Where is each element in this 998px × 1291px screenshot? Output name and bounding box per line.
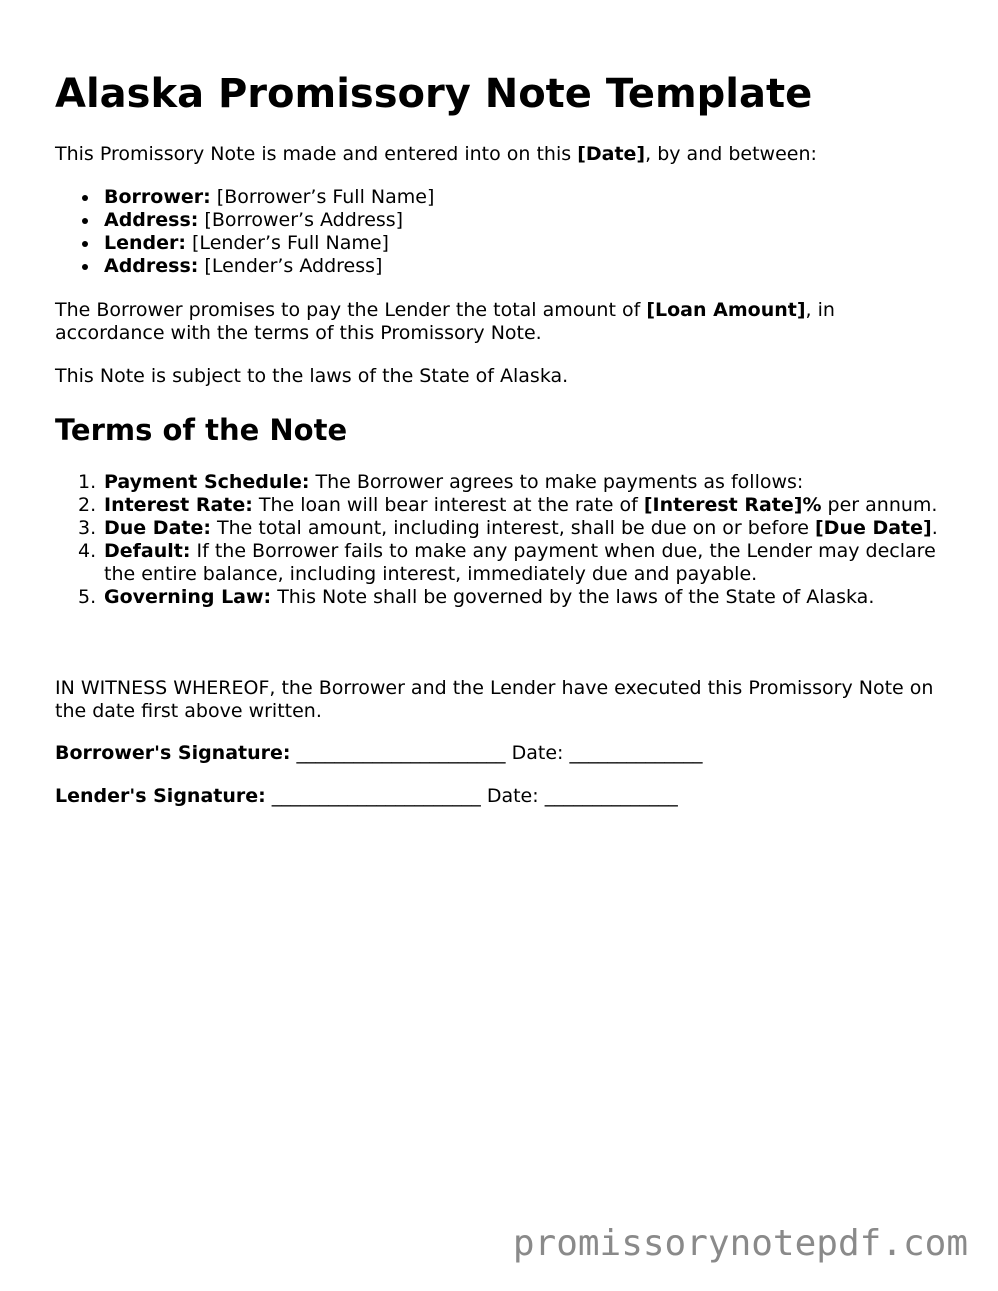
term-text: The Borrower agrees to make payments as follows: <box>309 471 804 493</box>
term-text: If the Borrower fails to make any payment when due, the Lender may declare the entire balance, including interest, immediately due and payable. <box>104 540 936 585</box>
promise-text-before: The Borrower promises to pay the Lender the total amount of <box>55 299 647 321</box>
party-value: [Borrower’s Full Name] <box>210 186 435 208</box>
term-label: Governing Law: <box>104 586 272 608</box>
term-label: Payment Schedule: <box>104 471 310 493</box>
list-item <box>55 471 945 494</box>
party-value: [Borrower’s Address] <box>198 209 404 231</box>
borrower-signature-line <box>55 742 702 765</box>
term-tail: . <box>931 517 938 539</box>
terms-heading: Terms of the Note <box>55 413 348 447</box>
signature-blank: ______________________ <box>290 742 512 764</box>
list-item <box>55 540 945 586</box>
term-label: Due Date: <box>104 517 211 539</box>
term-number: 5. <box>78 586 97 608</box>
term-tail: per annum. <box>821 494 938 516</box>
term-text: The loan will bear interest at the rate of <box>252 494 644 516</box>
party-value: [Lender’s Address] <box>198 255 383 277</box>
list-item <box>55 232 434 255</box>
intro-text-after: , by and between: <box>645 143 817 165</box>
promise-paragraph <box>55 299 945 345</box>
date-blank: ______________ <box>563 742 703 764</box>
due-date-placeholder: [Due Date] <box>814 517 932 539</box>
list-item <box>55 586 945 609</box>
party-label: Address: <box>104 209 199 231</box>
party-label: Borrower: <box>104 186 211 208</box>
intro-paragraph <box>55 143 945 166</box>
party-label: Address: <box>104 255 199 277</box>
parties-list <box>55 186 434 278</box>
party-value: [Lender’s Full Name] <box>185 232 389 254</box>
interest-rate-placeholder: [Interest Rate]% <box>643 494 822 516</box>
list-item <box>55 186 434 209</box>
term-text: The total amount, including interest, shall be due on or before <box>210 517 815 539</box>
signature-label: Borrower's Signature: <box>55 742 291 764</box>
list-item <box>55 209 434 232</box>
term-number: 4. <box>78 540 97 562</box>
term-label: Default: <box>104 540 191 562</box>
site-watermark: promissorynotepdf.com <box>512 1223 968 1264</box>
term-number: 3. <box>78 517 97 539</box>
intro-text-before: This Promissory Note is made and entered into on this <box>55 143 578 165</box>
signature-blank: ______________________ <box>265 785 487 807</box>
promise-text-after: , in accordance with the terms of this Promissory Note. <box>55 299 835 344</box>
term-number: 1. <box>78 471 97 493</box>
term-number: 2. <box>78 494 97 516</box>
term-text: This Note shall be governed by the laws of the State of Alaska. <box>271 586 875 608</box>
term-label: Interest Rate: <box>104 494 253 516</box>
list-item <box>55 517 945 540</box>
page-title: Alaska Promissory Note Template <box>55 71 813 117</box>
list-item <box>55 494 945 517</box>
signature-label: Lender's Signature: <box>55 785 266 807</box>
date-label: Date: <box>486 785 539 807</box>
date-label: Date: <box>511 742 564 764</box>
date-blank: ______________ <box>538 785 678 807</box>
loan-amount-placeholder: [Loan Amount] <box>646 299 806 321</box>
lender-signature-line <box>55 785 678 808</box>
list-item <box>55 255 434 278</box>
party-label: Lender: <box>104 232 186 254</box>
intro-date-placeholder: [Date] <box>577 143 646 165</box>
terms-list <box>55 471 945 609</box>
witness-paragraph: IN WITNESS WHEREOF, the Borrower and the Lender have executed this Promissory Note on the date first above written. <box>55 677 934 722</box>
law-paragraph: This Note is subject to the laws of the State of Alaska. <box>55 365 569 387</box>
